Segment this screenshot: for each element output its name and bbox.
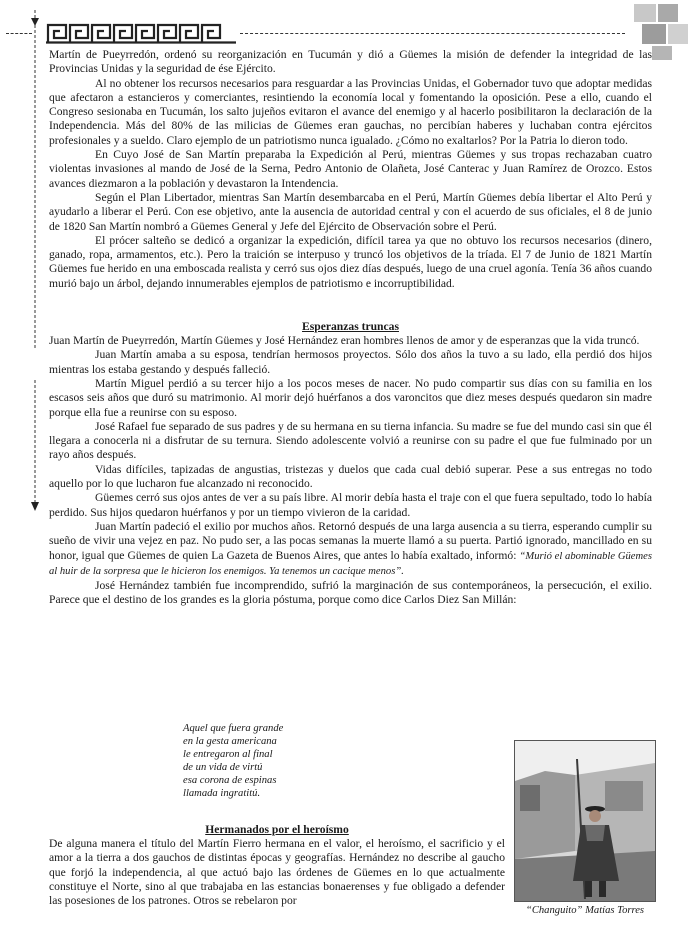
poem-line: llamada ingratitú. <box>183 788 261 800</box>
article-body <box>49 48 652 608</box>
gaucho-photo <box>514 740 656 902</box>
paragraph: José Rafael fue separado de sus padres y de su hermana en su tierna infancia. Su madre se fue del mundo casi sin que él llegara a conocerla ni a disfrutar de su ternura. Siendo adolescente volvió a reunirse con su padre el que fue fulminado por un rayo años después. <box>49 419 652 462</box>
poem-line: en la gesta americana <box>183 736 277 748</box>
paragraph: De alguna manera el título del Martín Fierro hermana en el valor, el heroísmo, el sacrificio y el amor a la tierra a dos gauchos de distintas épocas y geografías. Hernández no describe al gaucho que forjó la independencia, al que actuó bajo las órdenes de Güemes en lo que actualmente constituye el Norte, sino al que trabajaba en las estancias bonaerenses y fue obligado a defender las posesiones de los patrones. Otros se rebelaron por <box>49 837 505 908</box>
paragraph: Martín Miguel perdió a su tercer hijo a los pocos meses de nacer. No pudo compartir sus días con su familia en los escasos seis años que duró su matrimonio. Al morir dejó huérfanos a dos varoncitos que diez meses después quedaron sin madre porque ella fue a reunirse con su esposo. <box>49 376 652 419</box>
section-spacer <box>49 291 652 319</box>
gazeta-quote: “Murió el abominable Güemes al huir de la sorpresa que le hicieron los enemigos. Ya tenemos un cacique menos”. <box>49 550 652 577</box>
paragraph: El prócer salteño se dedicó a organizar la expedición, difícil tarea ya que no obtuvo los recursos necesarios (dinero, ganado, ropa, armamentos, etc.). Pero la traición se interpuso y truncó los objetivos de la tríada. El 7 de Junio de 1821 Martín Güemes fue herido en una emboscada realista y cerró sus ojos diez días después, luego de una cruel agonía. Tenía 36 años cuando murió bajo un árbol, dejando innumerables ejemplos de patriotismo e incorruptibilidad. <box>49 233 652 290</box>
paragraph-with-quote <box>49 520 652 579</box>
paragraph: Vidas difíciles, tapizadas de angustias, tristezas y duelos que cada cual debió superar. Pese a sus entregas no todo aquello por lo que lucharon fue alcanzado ni reconocido. <box>49 462 652 491</box>
greek-key-border <box>46 22 236 44</box>
poem-line: esa corona de espinas <box>183 775 277 787</box>
poem-line: le entregaron al final <box>183 749 273 761</box>
paragraph: Martín de Pueyrredón, ordenó su reorganización en Tucumán y dió a Güemes la misión de defender la integridad de las Provincias Unidas y la seguridad de ése Ejército. <box>49 48 652 76</box>
hermanados-section <box>49 822 505 908</box>
section-heading-esperanzas: Esperanzas truncas <box>302 320 399 334</box>
photo-caption: “Changuito” Matías Torres <box>525 905 645 916</box>
dashed-rule-left <box>6 33 32 34</box>
vertical-arrow-rule <box>30 10 40 515</box>
paragraph-text: Juan Martín padeció el exilio por muchos años. Retornó después de una larga ausencia a su tierra, esperando cumplir su sueño de vivir una vejez en paz. No pudo ser, a las pocas semanas la muerte llamó a su puerta. Partió ignorado, mancillado en su honor, igual que Güemes de quien La Gazeta de Buenos Aires, que antes lo había exaltado, informó: <box>49 519 652 562</box>
paragraph: Juan Martín amaba a su esposa, tendrían hermosos proyectos. Sólo dos años la tuvo a su lado, ella perdió dos hijos mientras los estaba gestando y después falleció. <box>49 348 652 376</box>
paragraph: Juan Martín de Pueyrredón, Martín Güemes y José Hernández eran hombres llenos de amor y de esperanzas que la vida truncó. <box>49 334 640 348</box>
poem-line: de un vida de virtú <box>183 762 263 774</box>
paragraph: Güemes cerró sus ojos antes de ver a su país libre. Al morir debía hasta el traje con el que fuera sepultado, todo lo había perdido. Sus hijos quedaron huérfanos y por un tiempo vivieron de la caridad. <box>49 491 652 519</box>
paragraph: Según el Plan Libertador, mientras San Martín desembarcaba en el Perú, Martín Güemes debía libertar el Alto Perú y ayudarlo a liberar el Perú. Con ese objetivo, ante la ausencia de autoridad central y con el acuerdo de sus oficiales, el 8 de junio de 1820 San Martín nombró a Güemes General y Jefe del Ejército de Observación sobre el Perú. <box>49 190 652 233</box>
poem-line: Aquel que fuera grande <box>183 723 284 734</box>
section-heading-hermanados: Hermanados por el heroísmo <box>205 823 349 836</box>
dashed-rule-right <box>240 33 625 34</box>
paragraph: En Cuyo José de San Martín preparaba la Expedición al Perú, mientras Güemes y sus tropas rechazaban cuatro violentas invasiones al mando de José de la Serna, Pedro Antonio de Olañeta, José Canterac y Juan Ramírez de Orozco. Estos avances diezmaron a la población y devastaron la Intendencia. <box>49 148 652 190</box>
paragraph: Al no obtener los recursos necesarios para resguardar a las Provincias Unidas, el Gobernador tuvo que adoptar medidas que afectaron a estancieros y comerciantes, resintiendo la economía local y fomentando la oposición. Pese a ello, cuando el Congreso sesionaba en Tucumán, los salto jujeños evitaron el avance del enemigo y al hacerlo posibilitaron la declaración de la Independencia. Más del 80% de las milicias de Güemes eran gauchas, no percibían haberes y luchaban contra ejércitos profesionales y a sueldo. Claro ejemplo de un patriotismo nunca igualado. ¿Cómo no exaltarlos? Por la Patria lo dieron todo. <box>49 76 652 147</box>
paragraph: José Hernández también fue incomprendido, sufrió la marginación de sus contemporáneos, la persecución, el exilio. Parece que el destino de los grandes es la gloria póstuma, porque como dice Carlos Diez San Millán: <box>49 579 652 607</box>
poem-block <box>183 722 383 801</box>
photo-illustration <box>515 741 655 901</box>
